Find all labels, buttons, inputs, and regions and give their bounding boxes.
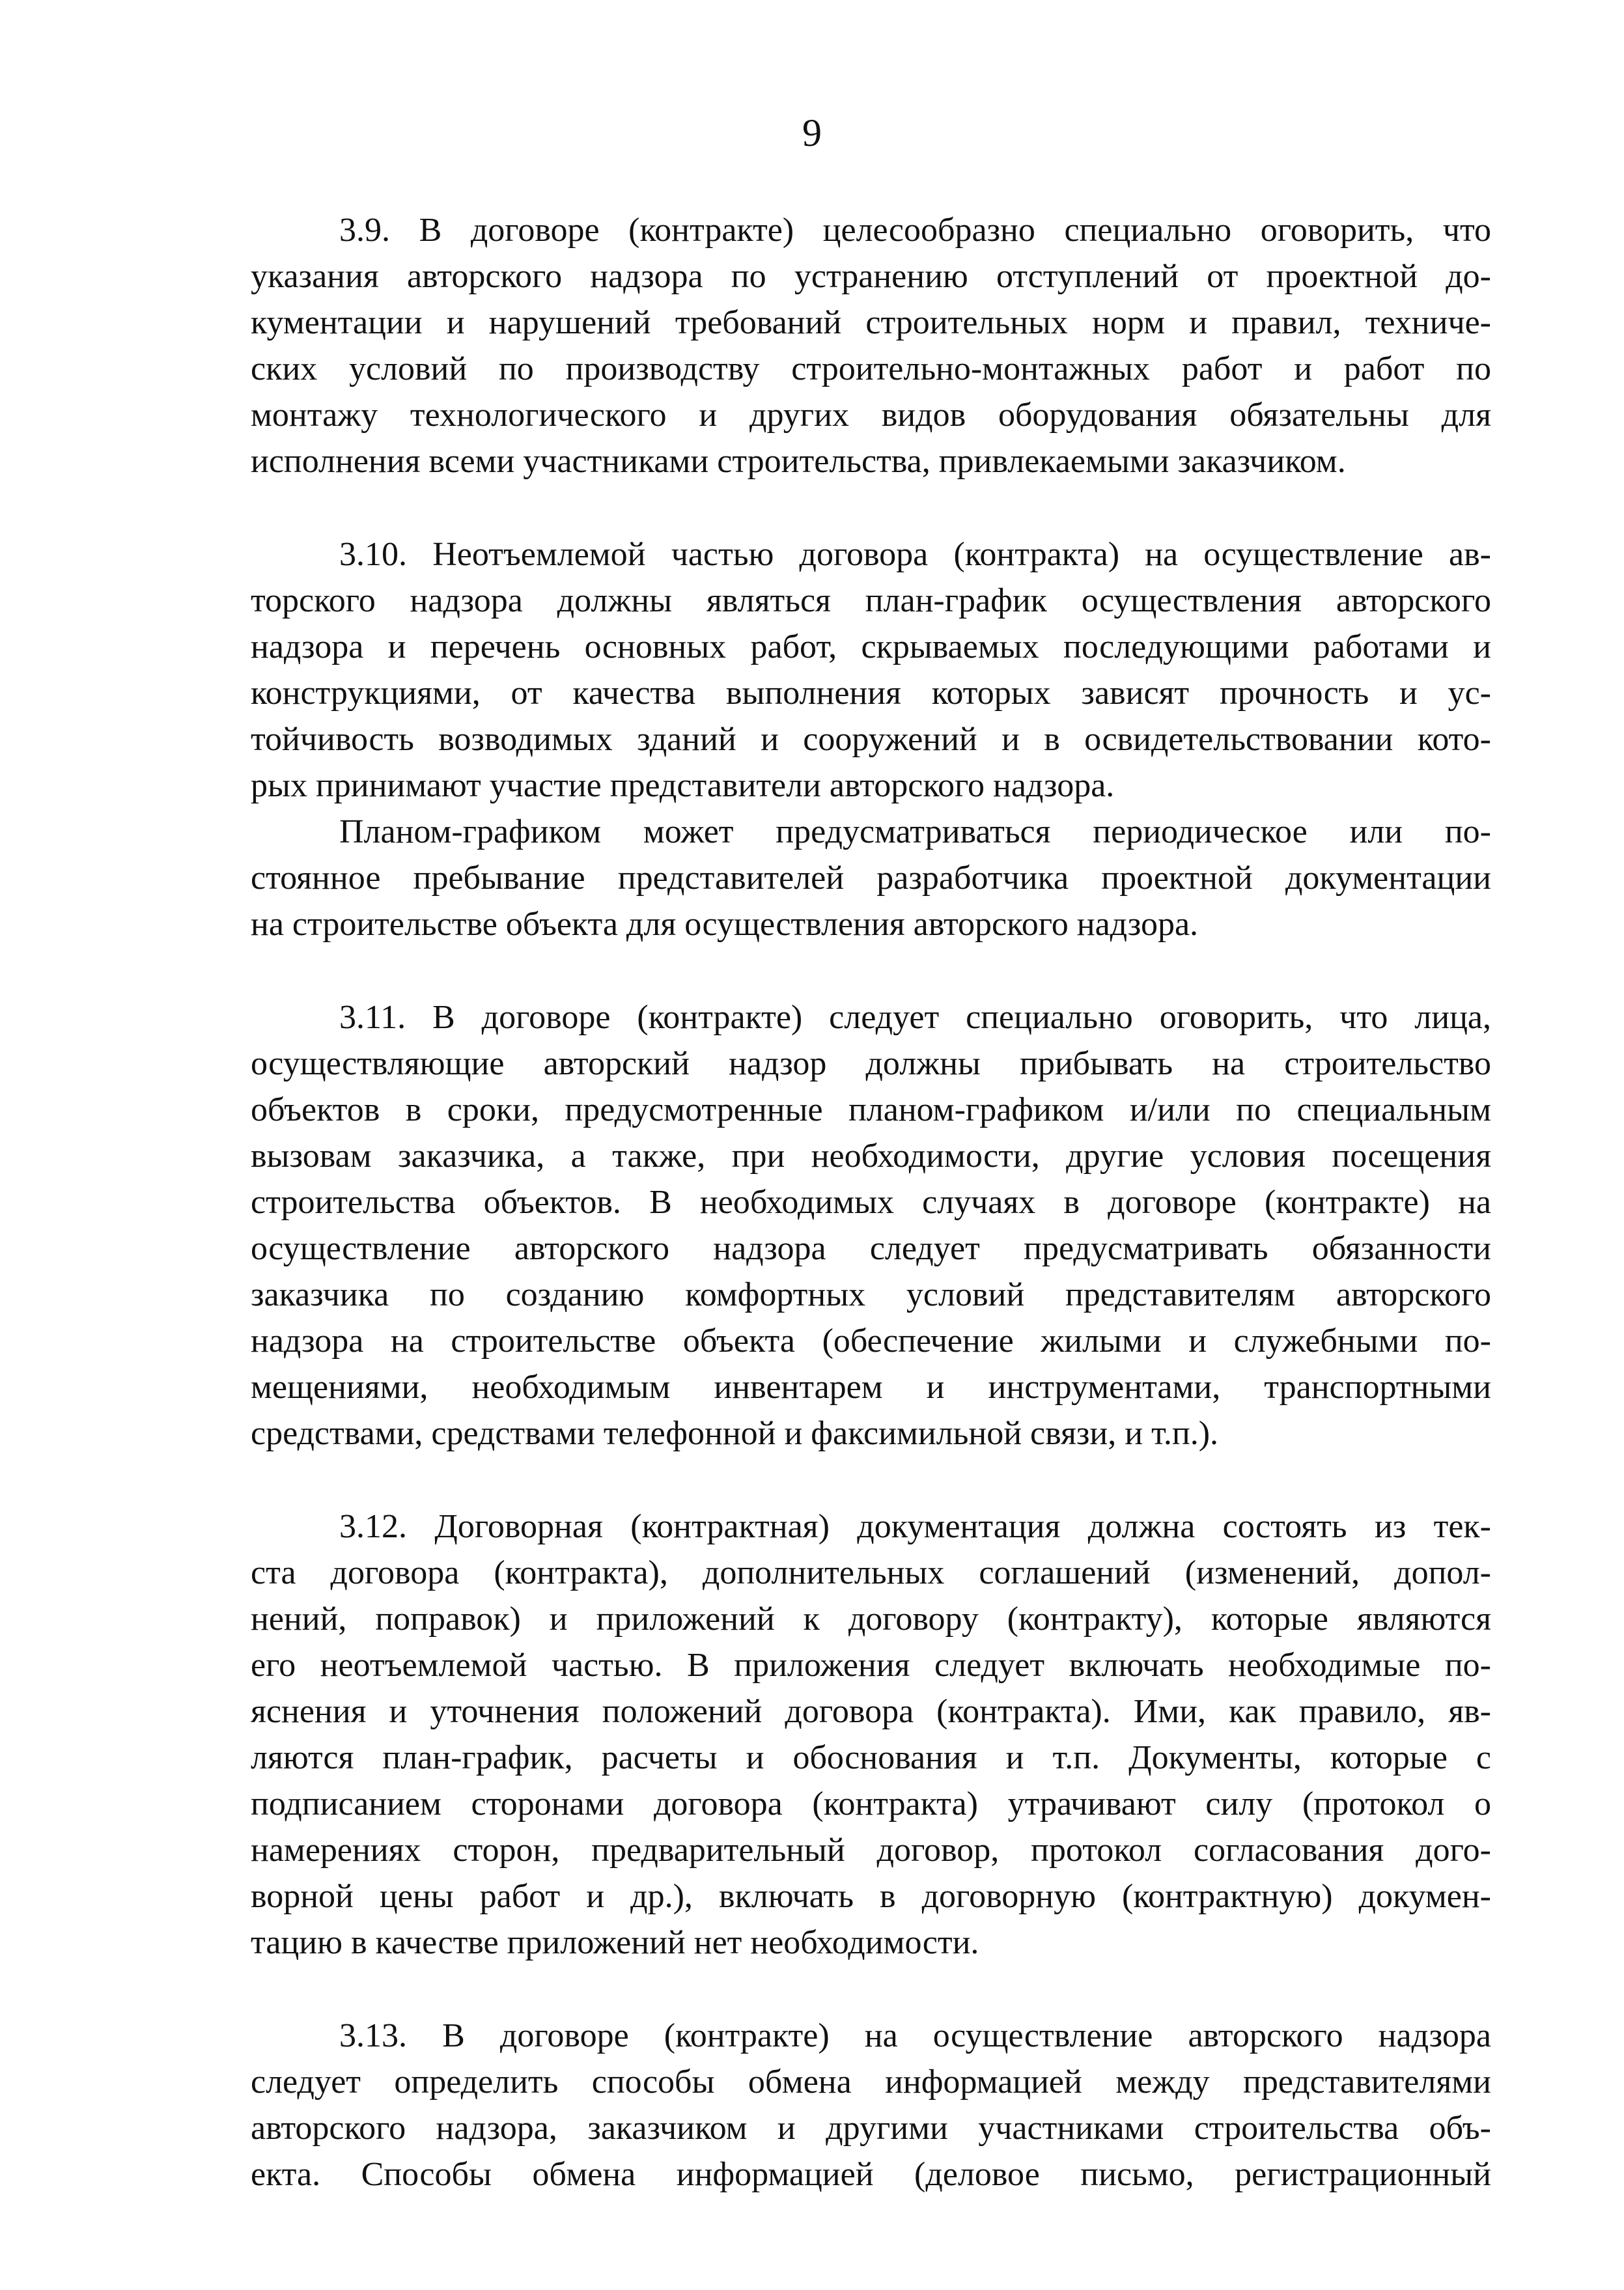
paragraph-3-13 xyxy=(251,2013,1491,2198)
text-line: объектов в сроки, предусмотренные планом-графиком и/или по специальным xyxy=(251,1091,1491,1128)
text-line: екта. Способы обмена информацией (деловое письмо, регистрационный xyxy=(251,2156,1491,2193)
text-line: 3.12. Договорная (контрактная) документация должна состоять из тек- xyxy=(339,1508,1491,1545)
text-line: строительства объектов. В необходимых случаях в договоре (контракте) на xyxy=(251,1184,1491,1221)
text-line: тацию в качестве приложений нет необходимости. xyxy=(251,1924,979,1961)
text-line: ворной цены работ и др.), включать в договорную (контрактную) докумен- xyxy=(251,1878,1491,1915)
text-line: осуществление авторского надзора следует предусматривать обязанности xyxy=(251,1230,1491,1267)
text-line: авторского надзора, заказчиком и другими участниками строительства объ- xyxy=(251,2110,1491,2147)
text-line: средствами, средствами телефонной и факсимильной связи, и т.п.). xyxy=(251,1415,1219,1452)
text-line: на строительстве объекта для осуществления авторского надзора. xyxy=(251,906,1199,943)
text-line: 3.10. Неотъемлемой частью договора (контракта) на осуществление ав- xyxy=(339,536,1491,573)
text-line: монтажу технологического и других видов оборудования обязательны для xyxy=(251,397,1491,434)
paragraph-3-12 xyxy=(251,1503,1491,1966)
text-line: намерениях сторон, предварительный договор, протокол согласования дого- xyxy=(251,1832,1491,1869)
text-line: ляются план-график, расчеты и обоснования и т.п. Документы, которые с xyxy=(251,1739,1491,1776)
text-line: стоянное пребывание представителей разработчика проектной документации xyxy=(251,859,1491,897)
text-line: 3.9. В договоре (контракте) целесообразно специально оговорить, что xyxy=(339,212,1491,249)
text-line: нений, поправок) и приложений к договору (контракту), которые являются xyxy=(251,1600,1491,1638)
text-line: 3.11. В договоре (контракте) следует специально оговорить, что лица, xyxy=(339,999,1491,1036)
paragraph-3-9 xyxy=(251,207,1491,484)
text-line: яснения и уточнения положений договора (контракта). Ими, как правило, яв- xyxy=(251,1693,1491,1730)
text-line: вызовам заказчика, а также, при необходимости, другие условия посещения xyxy=(251,1138,1491,1175)
text-line: указания авторского надзора по устранению отступлений от проектной до- xyxy=(251,258,1491,295)
text-line: надзора и перечень основных работ, скрываемых последующими работами и xyxy=(251,628,1491,665)
paragraph-3-11 xyxy=(251,994,1491,1457)
document-body xyxy=(251,207,1491,2198)
text-line: заказчика по созданию комфортных условий представителям авторского xyxy=(251,1276,1491,1313)
text-line: подписанием сторонами договора (контракта) утрачивают силу (протокол о xyxy=(251,1785,1491,1822)
text-line: ских условий по производству строительно-монтажных работ и работ по xyxy=(251,350,1491,387)
page-number: 9 xyxy=(802,111,822,154)
text-line: его неотъемлемой частью. В приложения следует включать необходимые по- xyxy=(251,1647,1491,1684)
text-line: следует определить способы обмена информацией между представителями xyxy=(251,2063,1491,2101)
text-line: надзора на строительстве объекта (обеспечение жилыми и служебными по- xyxy=(251,1322,1491,1360)
text-line: осуществляющие авторский надзор должны прибывать на строительство xyxy=(251,1045,1491,1082)
text-line: исполнения всеми участниками строительства, привлекаемыми заказчиком. xyxy=(251,443,1346,480)
text-line: 3.13. В договоре (контракте) на осуществление авторского надзора xyxy=(339,2017,1491,2054)
text-line: рых принимают участие представители авторского надзора. xyxy=(251,767,1115,804)
text-line: конструкциями, от качества выполнения которых зависят прочность и ус- xyxy=(251,675,1491,712)
text-line: кументации и нарушений требований строительных норм и правил, техниче- xyxy=(251,304,1491,341)
paragraph-3-10 xyxy=(251,531,1491,809)
text-line: мещениями, необходимым инвентарем и инструментами, транспортными xyxy=(251,1369,1491,1406)
text-line: торского надзора должны являться план-график осуществления авторского xyxy=(251,582,1491,619)
text-line: Планом-графиком может предусматриваться периодическое или по- xyxy=(339,813,1491,850)
text-line: ста договора (контракта), дополнительных соглашений (изменений, допол- xyxy=(251,1554,1491,1591)
paragraph-plan-grafik xyxy=(251,809,1491,947)
text-line: тойчивость возводимых зданий и сооружений и в освидетельствовании кото- xyxy=(251,721,1491,758)
